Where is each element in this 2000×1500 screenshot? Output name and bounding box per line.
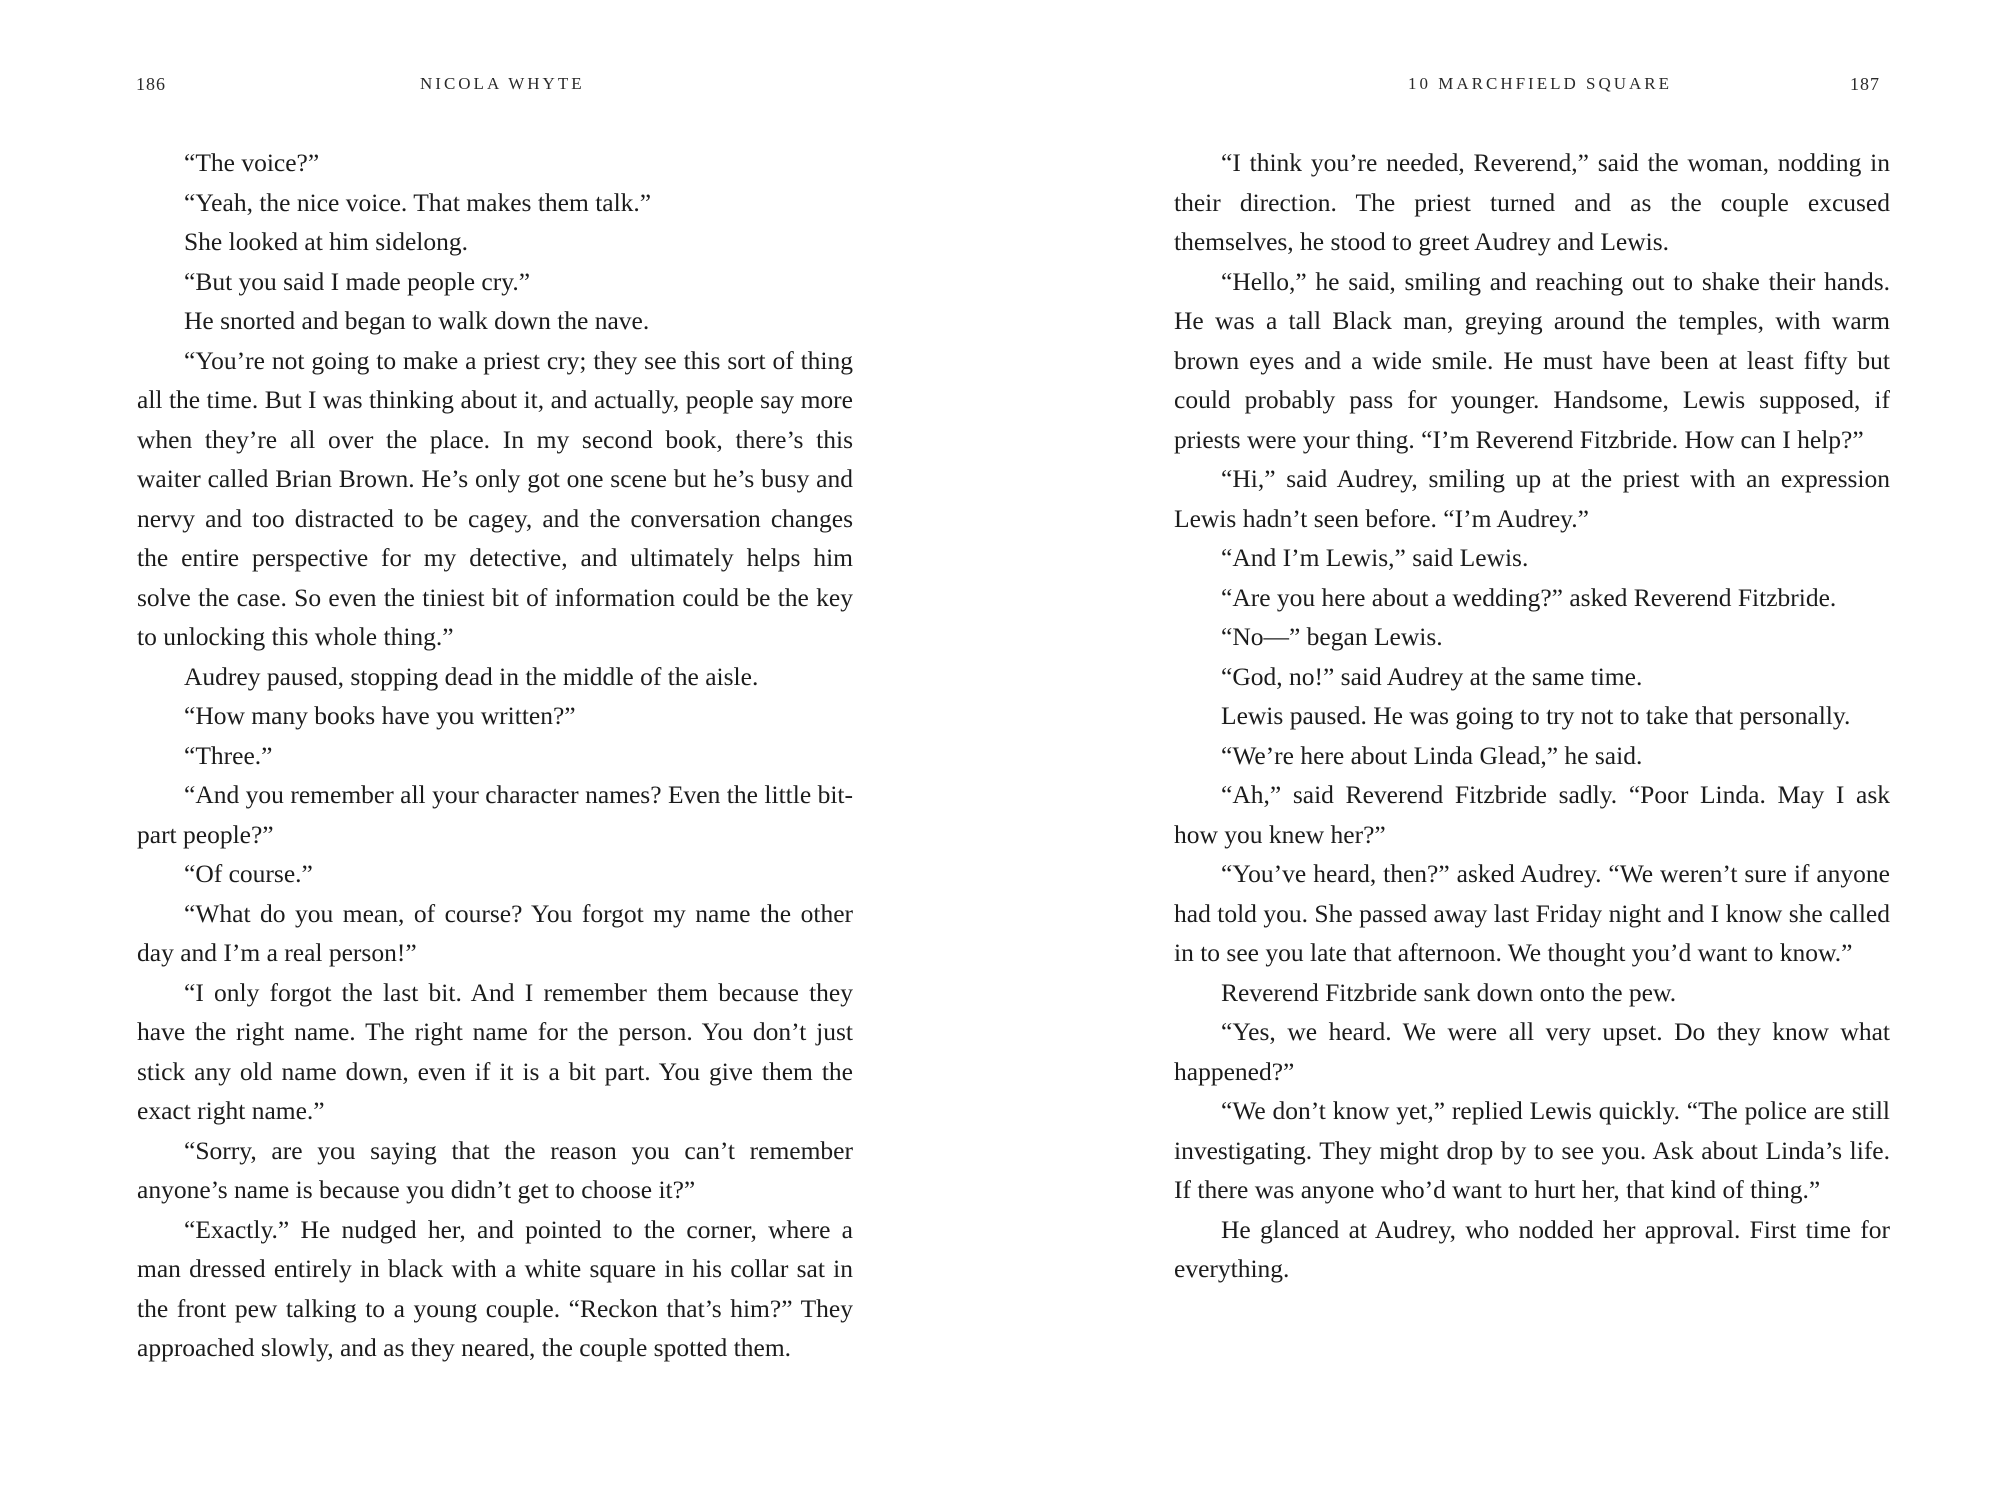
paragraph: “Exactly.” He nudged her, and pointed to the corner, where a man dressed entirely in black with a white square in his collar sat in the front pew talking to a young couple. “Reckon that’s him?” They approached slowly, and as they neared, the couple spotted them. [137, 1214, 853, 1362]
paragraph: “Ah,” said Reverend Fitzbride sadly. “Poor Linda. May I ask how you knew her?” [1174, 780, 1890, 849]
paragraph: “Hello,” he said, smiling and reaching out to shake their hands. He was a tall Black man, greying around the temples, with warm brown eyes and a wide smile. He must have been at least fifty but could probably pass for younger. Handsome, Lewis supposed, if priests were your thing. “I’m Reverend Fitzbride. How can I help?” [1174, 266, 1890, 454]
paragraph: “No—” began Lewis. [1221, 622, 1443, 651]
running-head-author: NICOLA WHYTE [420, 74, 585, 93]
paragraph: He glanced at Audrey, who nodded her approval. First time for everything. [1174, 1214, 1890, 1283]
paragraph: “You’re not going to make a priest cry; they see this sort of thing all the time. But I was thinking about it, and actually, people say more when they’re all over the place. In my second book, there’s this waiter called Brian Brown. He’s only got one scene but he’s busy and nervy and too distracted to be cagey, and the conversation changes the entire perspective for my detective, and ultimately helps him solve the case. So even the tiniest bit of information could be the key to unlocking this whole thing.” [137, 345, 853, 651]
paragraph: “How many books have you written?” [184, 701, 576, 730]
paragraph: She looked at him sidelong. [184, 227, 469, 256]
paragraph: “We’re here about Linda Glead,” he said. [1221, 740, 1643, 770]
paragraph: “Are you here about a wedding?” asked Reverend Fitzbride. [1221, 582, 1837, 612]
paragraph: “God, no!” said Audrey at the same time. [1221, 661, 1643, 691]
body-text [1174, 143, 1890, 1289]
running-head-title: 10 MARCHFIELD SQUARE [1408, 74, 1673, 93]
paragraph: “You’ve heard, then?” asked Audrey. “We weren’t sure if anyone had told you. She passed away last Friday night and I know she called in to see you late that afternoon. We thought you’d want to know.” [1174, 859, 1890, 967]
paragraph: He snorted and began to walk down the nave. [184, 306, 650, 335]
paragraph: “But you said I made people cry.” [184, 266, 531, 296]
paragraph: “Hi,” said Audrey, smiling up at the priest with an expression Lewis hadn’t seen before. “I’m Audrey.” [1174, 464, 1890, 533]
paragraph: Lewis paused. He was going to try not to take that personally. [1221, 701, 1851, 730]
paragraph: “Yes, we heard. We were all very upset. Do they know what happened?” [1174, 1017, 1890, 1086]
paragraph: “We don’t know yet,” replied Lewis quickly. “The police are still investigating. They might drop by to see you. Ask about Linda’s life. If there was anyone who’d want to hurt her, that kind of thing.” [1174, 1096, 1890, 1204]
paragraph: “And I’m Lewis,” said Lewis. [1221, 543, 1529, 572]
right-page [1000, 0, 2000, 1500]
paragraph: Reverend Fitzbride sank down onto the pew. [1221, 977, 1677, 1007]
body-text [137, 143, 853, 1368]
paragraph: Audrey paused, stopping dead in the middle of the aisle. [184, 661, 759, 691]
paragraph: “Of course.” [184, 859, 313, 888]
paragraph: “Three.” [184, 740, 273, 770]
paragraph: “And you remember all your character names? Even the little bit-part people?” [137, 780, 853, 849]
paragraph: “What do you mean, of course? You forgot my name the other day and I’m a real person!” [137, 898, 853, 967]
page-number: 187 [1850, 74, 1880, 94]
paragraph: “Yeah, the nice voice. That makes them talk.” [184, 187, 652, 217]
paragraph: “I only forgot the last bit. And I remember them because they have the right name. The right name for the person. You don’t just stick any old name down, even if it is a bit part. You give them the exact right name.” [137, 977, 853, 1125]
paragraph: “Sorry, are you saying that the reason you can’t remember anyone’s name is because you didn’t get to choose it?” [137, 1135, 853, 1204]
paragraph: “I think you’re needed, Reverend,” said the woman, nodding in their direction. The priest turned and as the couple excused themselves, he stood to greet Audrey and Lewis. [1174, 148, 1890, 256]
paragraph: “The voice?” [184, 148, 320, 177]
page-number: 186 [136, 74, 166, 94]
